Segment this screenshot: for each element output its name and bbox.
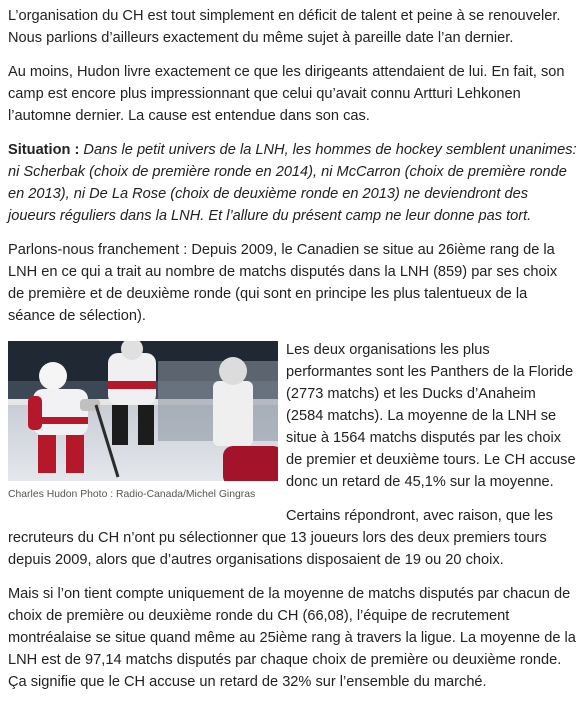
- paragraph-best-organisations: Les deux organisations les plus performantes sont les Panthers de la Floride (2773 matchs) et les Ducks d’Anaheim (2584 matchs). La moyenne de la LNH se situe à 1564 matchs disputés par les choix de premier et deuxième tours. Le CH accuse donc un retard de 45,1% sur la moyenne.: [286, 342, 576, 490]
- paragraph-stats: Parlons-nous franchement : Depuis 2009, le Canadien se situe au 26ième rang de la LNH en ce qui a trait au nombre de matchs disputés dans la LNH (859) par ses choix de première et de deuxième ronde (qui sont en principe les plus talentueux de la séance de sélection).: [8, 242, 558, 324]
- hockey-photo[interactable]: [8, 341, 278, 481]
- paragraph-average: Mais si l’on tient compte uniquement de la moyenne de matchs disputés par chacun de choix de première ou deuxième ronde du CH (66,08), l’équipe de recrutement montréalaise se situe quand même au 25ième rang à travers la ligue. La moyenne de la LNH est de 97,14 matchs disputés par chaque choix de première ou deuxième ronde. Ça signifie que le CH accuse un retard de 32% sur l’ensemble du marché.: [8, 586, 576, 690]
- hockey-photo-image: [8, 341, 278, 481]
- paragraph-recruiters: Certains répondront, avec raison, que les recruteurs du CH n’ont pu sélectionner que 13 joueurs lors des deux premiers tours depuis 2009, alors que d’autres organisations disposaient de 19 ou 20 choix.: [8, 508, 553, 568]
- paragraph-intro: L’organisation du CH est tout simplement en déficit de talent et peine à se renouveler. Nous parlions d’ailleurs exactement du même sujet à pareille date l’an dernier.: [8, 8, 561, 46]
- situation-text: Dans le petit univers de la LNH, les hommes de hockey semblent unanimes: ni Scherbak (choix de première ronde en 2014), ni McCarron (choix de première ronde en 2013), ni De La Rose (choix de deuxième ronde en 2013) ne deviendront des joueurs réguliers dans la LNH. Et l’allure du présent camp ne leur donne pas tort.: [8, 142, 577, 224]
- paragraph-hudon: Au moins, Hudon livre exactement ce que les dirigeants attendaient de lui. En fait, son camp est encore plus impressionnant que celui qu’avait connu Artturi Lehkonen l’automne dernier. La cause est entendue dans son cas.: [8, 64, 565, 124]
- article-body: [0, 5, 585, 693]
- paragraph-situation: [8, 139, 577, 227]
- photo-caption: Charles Hudon Photo : Radio-Canada/Michel Gingras: [8, 489, 256, 500]
- photo-figure: [8, 341, 278, 502]
- situation-label: Situation :: [8, 142, 80, 158]
